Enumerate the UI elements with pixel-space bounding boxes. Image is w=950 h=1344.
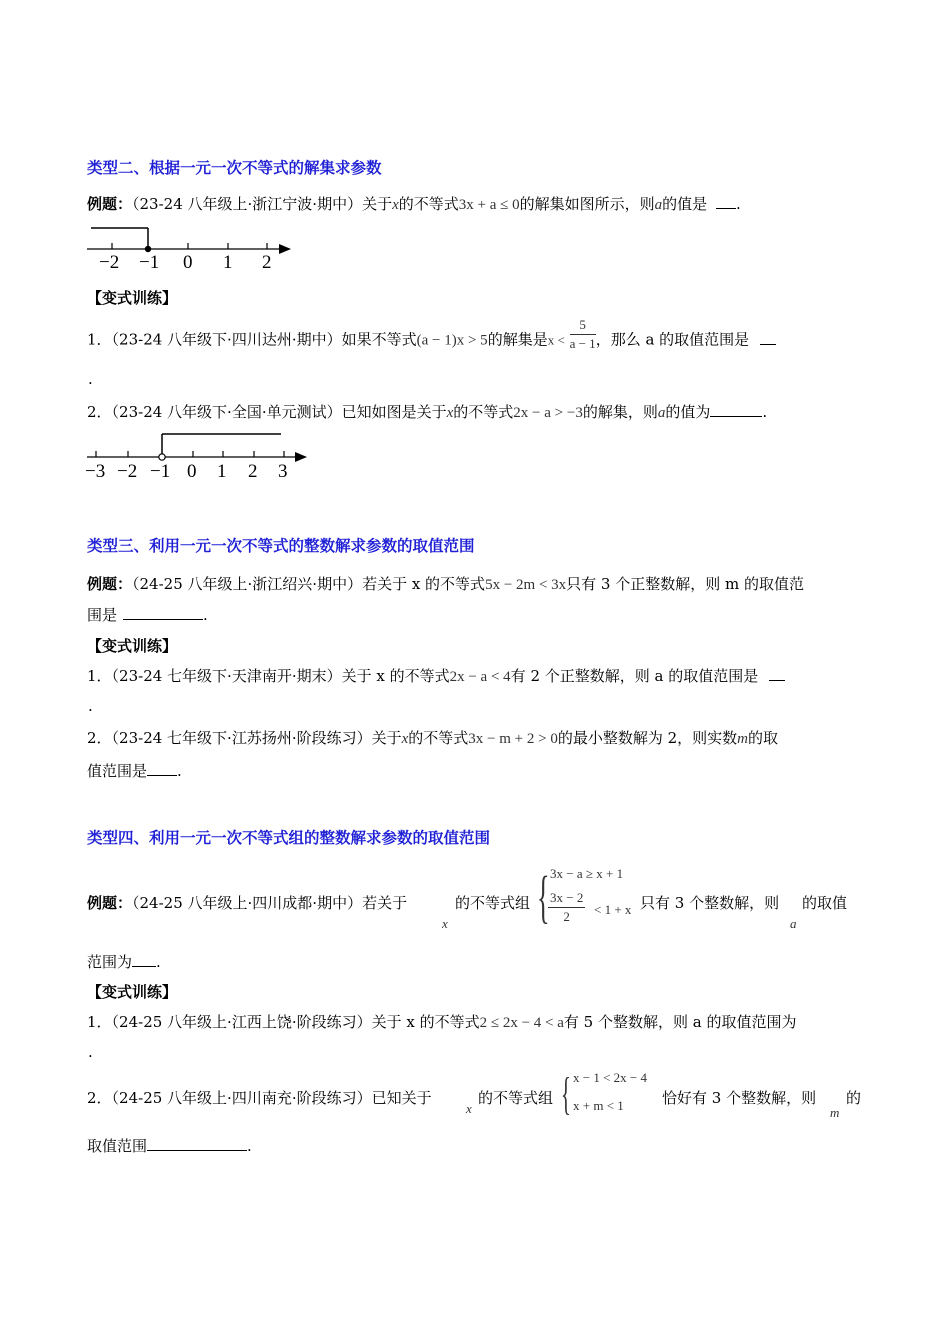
inequality: 2x − a < 4 [449, 669, 511, 685]
example-label: 例题： [87, 575, 133, 593]
s2-example: 例题：（23-24 八年级上·浙江宁波·期中）关于x的不等式3x + a ≤ 0的解集如图所示，则a的值是 . [87, 195, 741, 213]
s3-example: 例题：（24-25 八年级上·浙江绍兴·期中）若关于 x 的不等式5x − 2m < 3x只有 3 个正整数解，则 m 的取值范 [87, 575, 804, 593]
s3-q2: 2．（23-24 七年级下·江苏扬州·阶段练习）关于x的不等式3x − m + 2 > 0的最小整数解为 2，则实数m的取 [87, 729, 779, 747]
tick-label: 0 [187, 461, 197, 482]
arrow-icon [279, 244, 291, 254]
tick-label: 3 [278, 461, 288, 482]
answer-blank [132, 952, 156, 967]
answer-blank [710, 402, 762, 417]
inequality: 5x − 2m < 3x [485, 577, 567, 593]
section-3-title: 类型三、利用一元一次不等式的整数解求参数的取值范围 [87, 536, 475, 555]
tick-label: 1 [223, 252, 233, 272]
tick-label: 2 [262, 252, 272, 272]
tick-label: 2 [248, 461, 258, 482]
open-dot [159, 454, 165, 460]
section-4-title: 类型四、利用一元一次不等式组的整数解求参数的取值范围 [87, 828, 491, 847]
drill-label: 【变式训练】 [87, 983, 178, 1001]
arrow-icon [295, 452, 307, 462]
fraction: $\frac{5}{a - 1}$ [569, 317, 596, 351]
inequality: 2 ≤ 2x − 4 < a [479, 1015, 564, 1031]
s2-q1: 1．（23-24 八年级下·四川达州·期中）如果不等式(a − 1)x > 5的解集是x < $\frac{5}{a - 1}$ ，那么 a 的取值范围是 [87, 328, 776, 353]
tick-label: −2 [117, 461, 138, 482]
s4-q2: 2．（24-25 八年级上·四川南充·阶段练习）已知关于 [87, 1089, 432, 1107]
answer-blank [769, 666, 785, 681]
left-brace-icon: { [537, 864, 550, 929]
number-line-2 [85, 428, 313, 482]
example-label: 例题： [87, 894, 133, 912]
answer-blank [147, 761, 177, 776]
inequality: 3x + a ≤ 0 [458, 197, 520, 213]
drill-label: 【变式训练】 [87, 637, 178, 655]
fraction: $\frac{3x - 2}{2}$ [550, 890, 584, 924]
s3-q1: 1．（23-24 七年级下·天津南开·期末）关于 x 的不等式2x − a < 4有 2 个正整数解，则 a 的取值范围是 [87, 665, 785, 686]
tick-label: −1 [150, 461, 171, 482]
tick-label: −1 [139, 252, 160, 272]
tick-label: 0 [183, 252, 193, 272]
s2-q2: 2．（23-24 八年级下·全国·单元测试）已知如图是关于x的不等式2x − a > −3的解集，则a的值为 . [87, 403, 768, 421]
tick-label: 1 [217, 461, 227, 482]
section-2-title: 类型二、根据一元一次不等式的解集求参数 [87, 158, 382, 177]
number-line-1 [85, 220, 295, 272]
drill-label: 【变式训练】 [87, 289, 178, 307]
answer-blank [123, 605, 203, 620]
answer-blank [760, 330, 776, 345]
tick-label: −3 [85, 461, 106, 482]
inequality: 2x − a > −3 [513, 405, 583, 421]
left-brace-icon: { [561, 1068, 571, 1119]
tick-label: −2 [99, 252, 120, 272]
answer-blank [716, 194, 736, 209]
s4-q1: 1．（24-25 八年级上·江西上饶·阶段练习）关于 x 的不等式2 ≤ 2x − 4 < a有 5 个整数解，则 a 的取值范围为 [87, 1013, 797, 1031]
inequality: 3x − m + 2 > 0 [468, 731, 558, 747]
example-label: 例题： [87, 195, 133, 213]
s4-example: 例题：（24-25 八年级上·四川成都·期中）若关于 [87, 894, 408, 912]
answer-blank [147, 1136, 247, 1151]
inequality: (a − 1)x > 5 [416, 332, 488, 349]
